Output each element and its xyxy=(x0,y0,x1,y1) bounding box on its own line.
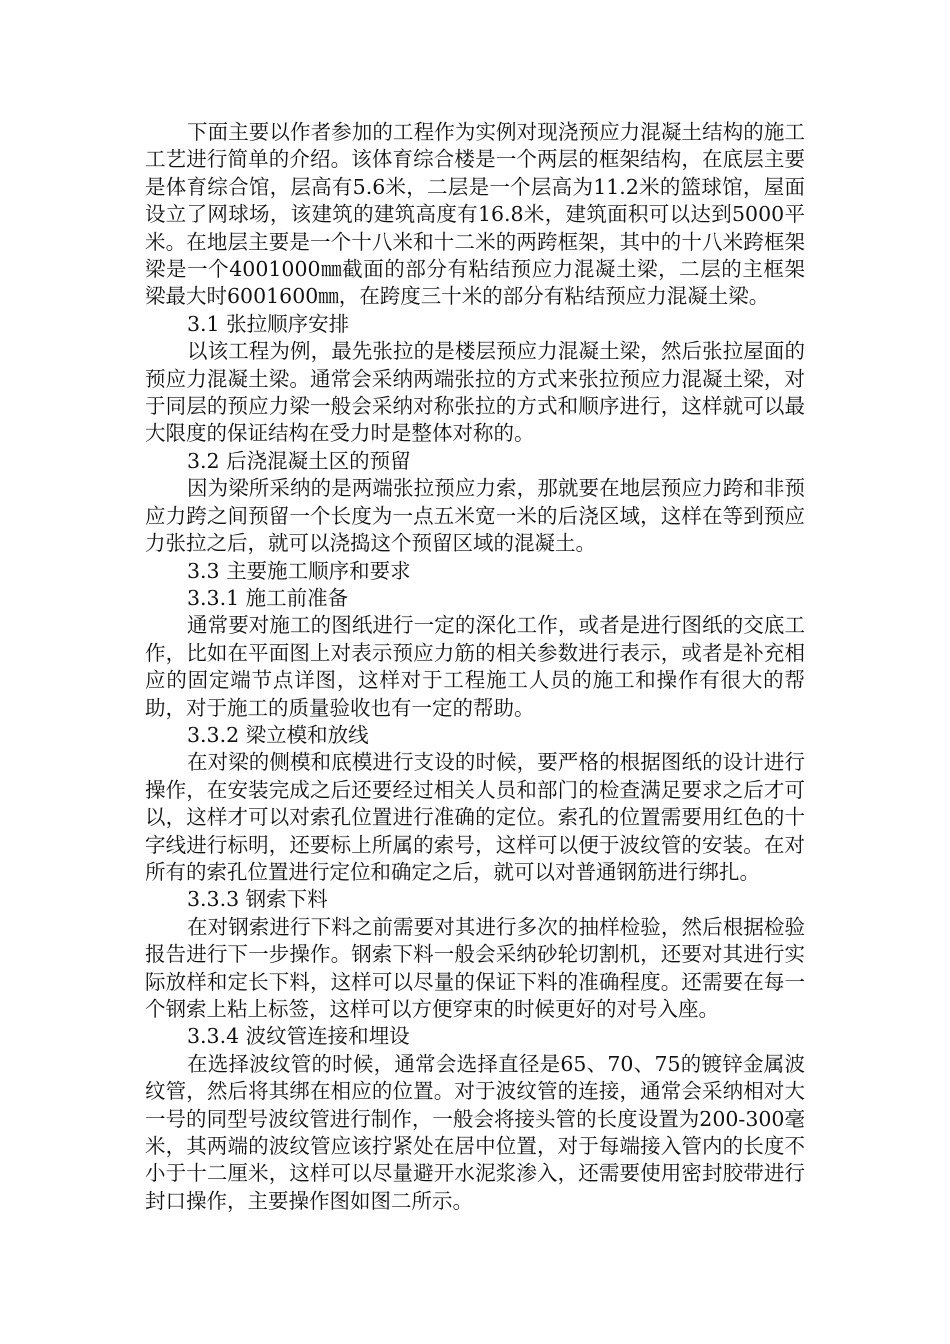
paragraph-formwork: 在对梁的侧模和底模进行支设的时候，要严格的根据图纸的设计进行操作，在安装完成之后还要经过相关人员和部门的检查满足要求之后才可以，这样才可以对索孔位置进行准确的定位。索孔的位置需要用红色的十字线进行标明，还要标上所属的索号，这样可以便于波纹管的安装。在对所有的索孔位置进行定位和确定之后，就可以对普通钢筋进行绑扎。 xyxy=(145,750,805,884)
paragraph-preparation: 通常要对施工的图纸进行一定的深化工作，或者是进行图纸的交底工作，比如在平面图上对表示预应力筋的相关参数进行表示，或者是补充相应的固定端节点详图，这样对于工程施工人员的施工和操作有很大的帮助，对于施工的质量验收也有一定的帮助。 xyxy=(145,613,805,720)
paragraph-project-intro: 下面主要以作者参加的工程作为实例对现浇预应力混凝土结构的施工工艺进行简单的介绍。该体育综合楼是一个两层的框架结构，在底层主要是体育综合馆，层高有5.6米，二层是一个层高为11.2米的篮球馆，屋面设立了网球场，该建筑的建筑高度有16.8米，建筑面积可以达到5000平米。在地层主要是一个十八米和十二米的两跨框架，其中的十八米跨框架梁是一个4001000㎜截面的部分有粘结预应力混凝土梁，二层的主框架梁最大时6001600㎜，在跨度三十米的部分有粘结预应力混凝土梁。 xyxy=(145,120,805,309)
paragraph-corrugated-pipe: 在选择波纹管的时候，通常会选择直径是65、70、75的镀锌金属波纹管，然后将其绑在相应的位置。对于波纹管的连接，通常会采纳相对大一号的同型号波纹管进行制作，一般会将接头管的长度设置为200-300毫米，其两端的波纹管应该拧紧处在居中位置，对于每端接入管内的长度不小于十二厘米，这样可以尽量避开水泥浆渗入，还需要使用密封胶带进行封口操作，主要操作图如图二所示。 xyxy=(145,1051,805,1213)
paragraph-post-pour-zone: 因为梁所采纳的是两端张拉预应力索，那就要在地层预应力跨和非预应力跨之间预留一个长度为一点五米宽一米的后浇区域，这样在等到预应力张拉之后，就可以浇捣这个预留区域的混凝土。 xyxy=(145,476,805,556)
document-body xyxy=(145,119,805,1215)
section-heading-3-3-2: 3.3.2 梁立模和放线 xyxy=(187,722,369,747)
section-heading-3-3: 3.3 主要施工顺序和要求 xyxy=(187,558,411,583)
section-heading-3-1: 3.1 张拉顺序安排 xyxy=(187,311,350,336)
section-heading-3-3-1: 3.3.1 施工前准备 xyxy=(187,585,349,610)
section-heading-3-3-3: 3.3.3 钢索下料 xyxy=(187,887,328,912)
paragraph-cable-cutting: 在对钢索进行下料之前需要对其进行多次的抽样检验，然后根据检验报告进行下一步操作。钢索下料一般会采纳砂轮切割机，还要对其进行实际放样和定长下料，这样可以尽量的保证下料的准确程度。还需要在每一个钢索上粘上标签，这样可以方便穿束的时候更好的对号入座。 xyxy=(145,914,805,1021)
section-heading-3-3-4: 3.3.4 波纹管连接和埋设 xyxy=(187,1024,410,1049)
section-heading-3-2: 3.2 后浇混凝土区的预留 xyxy=(187,448,411,473)
paragraph-tension-order: 以该工程为例，最先张拉的是楼层预应力混凝土梁，然后张拉屋面的预应力混凝土梁。通常会采纳两端张拉的方式来张拉预应力混凝土梁，对于同层的预应力梁一般会采纳对称张拉的方式和顺序进行，这样就可以最大限度的保证结构在受力时是整体对称的。 xyxy=(145,339,805,446)
